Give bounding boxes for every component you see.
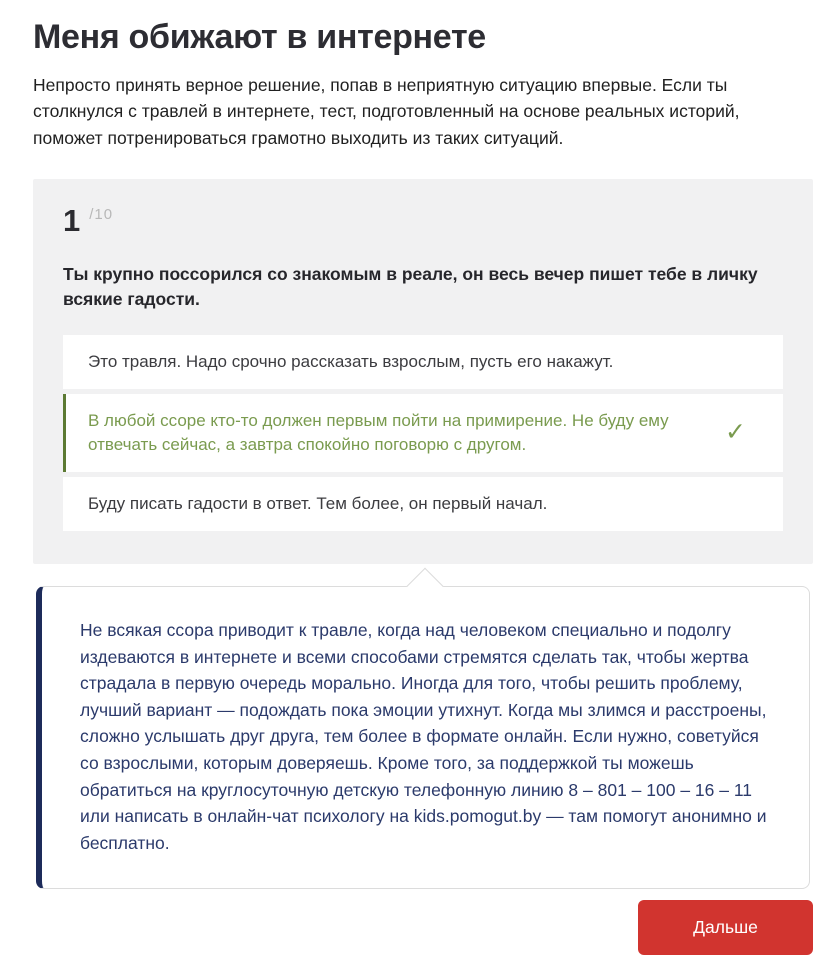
quiz-page [0, 18, 824, 955]
callout-caret-up [407, 568, 444, 605]
answer-option-3-label: Буду писать гадости в ответ. Тем более, он первый начал. [88, 493, 548, 513]
question-text: Ты крупно поссорился со знакомым в реале, он весь вечер пишет тебе в личку всякие гадости. [63, 263, 758, 310]
page-title: Меня обижают в интернете [33, 18, 486, 56]
answer-option-2-selected-correct[interactable] [63, 394, 783, 472]
answer-option-2-label: В любой ссоре кто-то должен первым пойти на примирение. Не буду ему отвечать сейчас, а завтра спокойно поговорю с другом. [88, 410, 669, 454]
question-card [33, 179, 813, 564]
next-button[interactable]: Дальше [638, 900, 813, 955]
question-counter-current: 1 [63, 202, 81, 238]
footer-actions [0, 900, 813, 955]
answer-option-3[interactable] [63, 477, 783, 531]
explanation-text: Не всякая ссора приводит к травле, когда над человеком специально и подолгу издеваются в интернете и всеми способами стремятся сделать так, чтобы жертва страдала в первую очередь морально. Иногда для того, чтобы решить проблему, лучший вариант — подождать пока эмоции утихнут. Когда мы злимся и расстроены, сложно услышать друг друга, тем более в формате онлайн. Если нужно, советуйся со взрослыми, которым доверяешь. Кроме того, за поддержкой ты можешь обратиться на круглосуточную детскую телефонную линию 8 – 801 – 100 – 16 – 11 или написать в онлайн-чат психологу на kids.pomogut.by — там помогут анонимно и бесплатно. [80, 620, 767, 853]
question-counter [63, 202, 783, 238]
answer-options [63, 335, 783, 532]
answer-option-1[interactable] [63, 335, 783, 389]
answer-option-1-label: Это травля. Надо срочно рассказать взрослым, пусть его накажут. [88, 351, 614, 371]
checkmark-icon: ✓ [725, 418, 746, 447]
explanation-callout [36, 586, 810, 889]
question-counter-total: /10 [89, 205, 114, 223]
intro-text: Непросто принять верное решение, попав в неприятную ситуацию впервые. Если ты столкнулся с травлей в интернете, тест, подготовленный на основе реальных историй, поможет потренироваться грамотно выходить из таких ситуаций. [33, 75, 740, 148]
